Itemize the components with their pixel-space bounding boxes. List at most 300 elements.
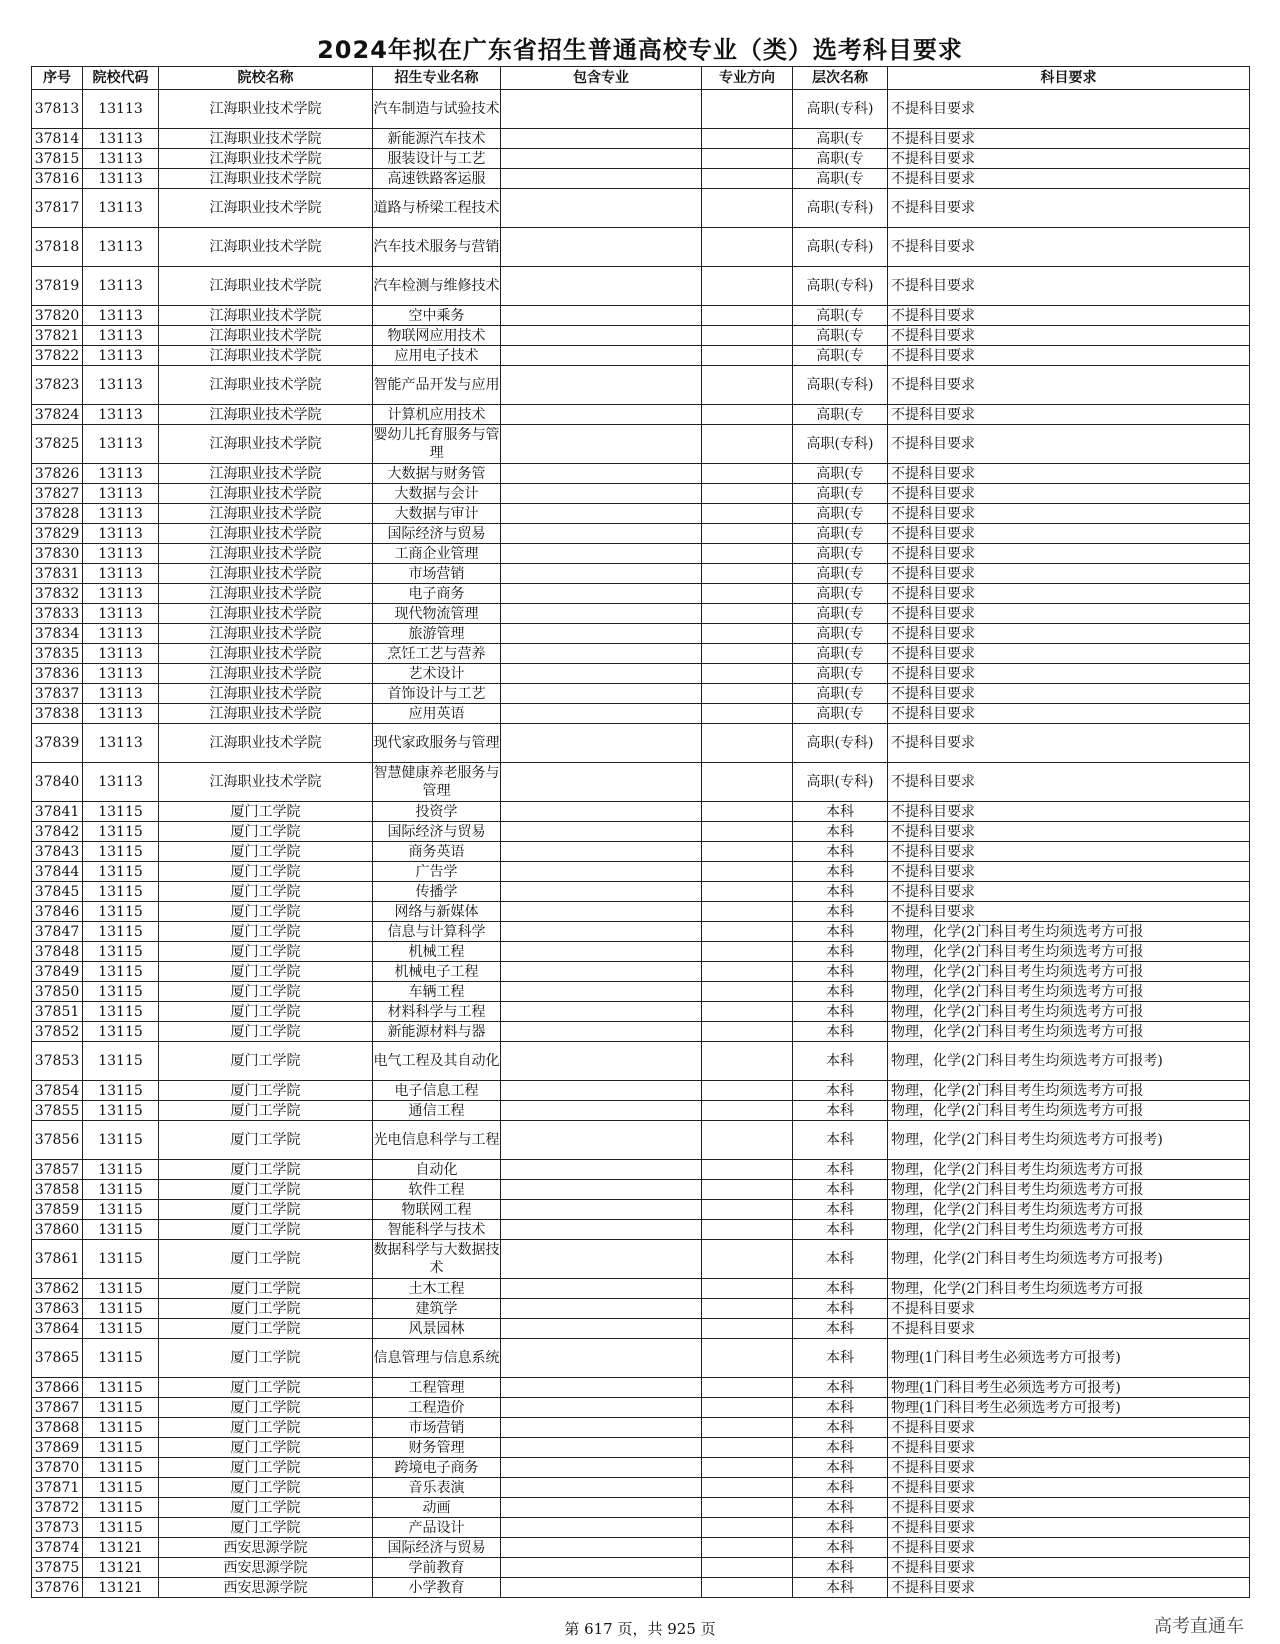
cell-school-name: 江海职业技术学院	[159, 524, 373, 544]
cell-seq: 37830	[32, 544, 83, 564]
table-row	[32, 1438, 1250, 1458]
cell-school-name: 西安思源学院	[159, 1578, 373, 1598]
cell-seq: 37835	[32, 644, 83, 664]
table-row	[32, 1101, 1250, 1121]
cell-included-majors	[501, 1498, 702, 1518]
cell-requirement: 不提科目要求	[888, 1299, 1250, 1319]
table-row	[32, 1538, 1250, 1558]
table-row	[32, 982, 1250, 1002]
cell-major-name: 空中乘务	[373, 306, 501, 326]
cell-seq: 37838	[32, 704, 83, 724]
cell-direction	[702, 504, 793, 524]
cell-level: 高职(专	[793, 644, 888, 664]
cell-school-name: 厦门工学院	[159, 1498, 373, 1518]
cell-requirement: 不提科目要求	[888, 189, 1250, 228]
cell-school-code: 13113	[83, 366, 159, 405]
cell-school-code: 13113	[83, 584, 159, 604]
cell-major-name: 广告学	[373, 862, 501, 882]
cell-direction	[702, 306, 793, 326]
cell-direction	[702, 524, 793, 544]
cell-direction	[702, 425, 793, 464]
cell-level: 高职(专科)	[793, 189, 888, 228]
cell-major-name: 音乐表演	[373, 1478, 501, 1498]
cell-major-name: 工程造价	[373, 1398, 501, 1418]
cell-school-code: 13113	[83, 524, 159, 544]
cell-level: 高职(专	[793, 544, 888, 564]
cell-seq: 37849	[32, 962, 83, 982]
cell-level: 本科	[793, 1240, 888, 1279]
cell-seq: 37814	[32, 129, 83, 149]
cell-included-majors	[501, 90, 702, 129]
cell-school-name: 江海职业技术学院	[159, 584, 373, 604]
cell-level: 本科	[793, 1101, 888, 1121]
cell-level: 本科	[793, 1180, 888, 1200]
cell-included-majors	[501, 1319, 702, 1339]
cell-major-name: 智能产品开发与应用	[373, 366, 501, 405]
cell-school-name: 厦门工学院	[159, 862, 373, 882]
cell-included-majors	[501, 464, 702, 484]
cell-level: 高职(专科)	[793, 366, 888, 405]
cell-level: 本科	[793, 942, 888, 962]
cell-school-name: 厦门工学院	[159, 922, 373, 942]
cell-school-name: 厦门工学院	[159, 1458, 373, 1478]
cell-school-code: 13113	[83, 169, 159, 189]
cell-seq: 37845	[32, 882, 83, 902]
cell-included-majors	[501, 1200, 702, 1220]
cell-level: 高职(专	[793, 405, 888, 425]
cell-major-name: 汽车制造与试验技术	[373, 90, 501, 129]
cell-major-name: 市场营销	[373, 1418, 501, 1438]
cell-level: 本科	[793, 1022, 888, 1042]
cell-school-name: 厦门工学院	[159, 1220, 373, 1240]
cell-school-name: 江海职业技术学院	[159, 149, 373, 169]
cell-seq: 37840	[32, 763, 83, 802]
cell-major-name: 信息与计算科学	[373, 922, 501, 942]
cell-requirement: 不提科目要求	[888, 346, 1250, 366]
cell-level: 高职(专	[793, 684, 888, 704]
cell-major-name: 汽车技术服务与营销	[373, 228, 501, 267]
cell-major-name: 智能科学与技术	[373, 1220, 501, 1240]
cell-requirement: 不提科目要求	[888, 1458, 1250, 1478]
table-row	[32, 842, 1250, 862]
cell-requirement: 不提科目要求	[888, 129, 1250, 149]
cell-level: 本科	[793, 1538, 888, 1558]
cell-direction	[702, 1022, 793, 1042]
cell-direction	[702, 584, 793, 604]
cell-requirement: 物理，化学(2门科目考生均须选考方可报	[888, 942, 1250, 962]
table-row	[32, 664, 1250, 684]
table-row	[32, 464, 1250, 484]
cell-school-code: 13113	[83, 544, 159, 564]
cell-seq: 37865	[32, 1339, 83, 1378]
cell-school-code: 13113	[83, 267, 159, 306]
table-row	[32, 1319, 1250, 1339]
cell-requirement: 不提科目要求	[888, 684, 1250, 704]
cell-school-code: 13113	[83, 425, 159, 464]
cell-level: 本科	[793, 862, 888, 882]
cell-school-code: 13115	[83, 802, 159, 822]
cell-requirement: 不提科目要求	[888, 1498, 1250, 1518]
cell-requirement: 不提科目要求	[888, 1319, 1250, 1339]
cell-seq: 37825	[32, 425, 83, 464]
cell-school-code: 13115	[83, 1042, 159, 1081]
cell-level: 高职(专科)	[793, 90, 888, 129]
cell-school-code: 13115	[83, 902, 159, 922]
cell-major-name: 传播学	[373, 882, 501, 902]
cell-requirement: 不提科目要求	[888, 664, 1250, 684]
cell-seq: 37824	[32, 405, 83, 425]
cell-school-code: 13113	[83, 504, 159, 524]
cell-included-majors	[501, 228, 702, 267]
cell-major-name: 首饰设计与工艺	[373, 684, 501, 704]
cell-major-name: 自动化	[373, 1160, 501, 1180]
cell-major-name: 婴幼儿托育服务与管理	[373, 425, 501, 464]
table-row	[32, 1418, 1250, 1438]
cell-school-code: 13115	[83, 1319, 159, 1339]
cell-requirement: 不提科目要求	[888, 902, 1250, 922]
cell-requirement: 不提科目要求	[888, 504, 1250, 524]
cell-level: 高职(专	[793, 306, 888, 326]
cell-school-name: 江海职业技术学院	[159, 189, 373, 228]
cell-direction	[702, 882, 793, 902]
table-row	[32, 129, 1250, 149]
cell-requirement: 不提科目要求	[888, 584, 1250, 604]
table-row	[32, 169, 1250, 189]
cell-level: 高职(专科)	[793, 724, 888, 763]
cell-included-majors	[501, 149, 702, 169]
cell-seq: 37826	[32, 464, 83, 484]
cell-seq: 37874	[32, 1538, 83, 1558]
cell-school-code: 13115	[83, 1180, 159, 1200]
table-row	[32, 1022, 1250, 1042]
cell-school-name: 江海职业技术学院	[159, 484, 373, 504]
cell-major-name: 光电信息科学与工程	[373, 1121, 501, 1160]
header-school-code: 院校代码	[83, 67, 159, 90]
cell-major-name: 大数据与财务管	[373, 464, 501, 484]
cell-major-name: 汽车检测与维修技术	[373, 267, 501, 306]
cell-level: 本科	[793, 882, 888, 902]
cell-direction	[702, 1240, 793, 1279]
table-row	[32, 1180, 1250, 1200]
cell-seq: 37862	[32, 1279, 83, 1299]
cell-included-majors	[501, 763, 702, 802]
cell-school-name: 厦门工学院	[159, 1319, 373, 1339]
cell-major-name: 产品设计	[373, 1518, 501, 1538]
table-row	[32, 1458, 1250, 1478]
cell-seq: 37832	[32, 584, 83, 604]
cell-school-code: 13113	[83, 644, 159, 664]
cell-included-majors	[501, 544, 702, 564]
cell-included-majors	[501, 724, 702, 763]
table-header-row	[32, 67, 1250, 90]
table-row	[32, 862, 1250, 882]
cell-seq: 37876	[32, 1578, 83, 1598]
header-major-name: 招生专业名称	[373, 67, 501, 90]
cell-school-name: 江海职业技术学院	[159, 90, 373, 129]
cell-included-majors	[501, 802, 702, 822]
cell-requirement: 不提科目要求	[888, 1538, 1250, 1558]
table-row	[32, 1339, 1250, 1378]
cell-major-name: 跨境电子商务	[373, 1458, 501, 1478]
cell-direction	[702, 1538, 793, 1558]
cell-level: 本科	[793, 1279, 888, 1299]
cell-school-code: 13115	[83, 942, 159, 962]
cell-school-code: 13121	[83, 1578, 159, 1598]
cell-direction	[702, 366, 793, 405]
cell-included-majors	[501, 882, 702, 902]
cell-requirement: 不提科目要求	[888, 862, 1250, 882]
cell-school-name: 江海职业技术学院	[159, 306, 373, 326]
cell-requirement: 不提科目要求	[888, 326, 1250, 346]
cell-major-name: 计算机应用技术	[373, 405, 501, 425]
cell-direction	[702, 169, 793, 189]
cell-level: 高职(专	[793, 584, 888, 604]
cell-requirement: 不提科目要求	[888, 267, 1250, 306]
cell-requirement: 不提科目要求	[888, 604, 1250, 624]
cell-seq: 37827	[32, 484, 83, 504]
cell-school-name: 江海职业技术学院	[159, 464, 373, 484]
cell-direction	[702, 326, 793, 346]
cell-school-name: 厦门工学院	[159, 1398, 373, 1418]
cell-school-name: 厦门工学院	[159, 1378, 373, 1398]
cell-included-majors	[501, 326, 702, 346]
cell-direction	[702, 862, 793, 882]
table-row	[32, 942, 1250, 962]
cell-included-majors	[501, 1339, 702, 1378]
cell-school-name: 江海职业技术学院	[159, 504, 373, 524]
cell-requirement: 不提科目要求	[888, 1478, 1250, 1498]
cell-school-name: 江海职业技术学院	[159, 425, 373, 464]
cell-included-majors	[501, 584, 702, 604]
cell-seq: 37859	[32, 1200, 83, 1220]
cell-level: 本科	[793, 1518, 888, 1538]
cell-included-majors	[501, 1398, 702, 1418]
cell-included-majors	[501, 922, 702, 942]
cell-seq: 37837	[32, 684, 83, 704]
cell-requirement: 不提科目要求	[888, 802, 1250, 822]
cell-school-name: 江海职业技术学院	[159, 228, 373, 267]
cell-included-majors	[501, 1518, 702, 1538]
cell-requirement: 不提科目要求	[888, 842, 1250, 862]
cell-school-name: 厦门工学院	[159, 1180, 373, 1200]
cell-requirement: 物理，化学(2门科目考生均须选考方可报	[888, 1279, 1250, 1299]
cell-school-name: 厦门工学院	[159, 822, 373, 842]
cell-seq: 37850	[32, 982, 83, 1002]
cell-included-majors	[501, 405, 702, 425]
cell-seq: 37817	[32, 189, 83, 228]
cell-direction	[702, 1398, 793, 1418]
cell-requirement: 不提科目要求	[888, 822, 1250, 842]
header-seq: 序号	[32, 67, 83, 90]
cell-included-majors	[501, 902, 702, 922]
cell-school-code: 13113	[83, 306, 159, 326]
cell-school-code: 13115	[83, 1339, 159, 1378]
cell-direction	[702, 1518, 793, 1538]
cell-school-code: 13113	[83, 684, 159, 704]
cell-included-majors	[501, 425, 702, 464]
table-row	[32, 1498, 1250, 1518]
cell-seq: 37867	[32, 1398, 83, 1418]
cell-direction	[702, 922, 793, 942]
cell-direction	[702, 1578, 793, 1598]
cell-school-code: 13115	[83, 1279, 159, 1299]
cell-included-majors	[501, 1022, 702, 1042]
cell-included-majors	[501, 704, 702, 724]
table-row	[32, 564, 1250, 584]
cell-seq: 37833	[32, 604, 83, 624]
cell-major-name: 大数据与审计	[373, 504, 501, 524]
cell-direction	[702, 267, 793, 306]
cell-school-name: 厦门工学院	[159, 982, 373, 1002]
cell-requirement: 物理，化学(2门科目考生均须选考方可报	[888, 1220, 1250, 1240]
table-row	[32, 1398, 1250, 1418]
cell-included-majors	[501, 1418, 702, 1438]
table-row	[32, 604, 1250, 624]
cell-major-name: 高速铁路客运服	[373, 169, 501, 189]
table-row	[32, 1299, 1250, 1319]
cell-school-code: 13115	[83, 1121, 159, 1160]
cell-direction	[702, 1339, 793, 1378]
cell-direction	[702, 1299, 793, 1319]
table-row	[32, 724, 1250, 763]
cell-major-name: 智慧健康养老服务与管理	[373, 763, 501, 802]
cell-requirement: 不提科目要求	[888, 1518, 1250, 1538]
cell-school-name: 厦门工学院	[159, 1101, 373, 1121]
cell-school-name: 厦门工学院	[159, 1002, 373, 1022]
table-row	[32, 584, 1250, 604]
cell-requirement: 物理，化学(2门科目考生均须选考方可报	[888, 962, 1250, 982]
cell-school-code: 13115	[83, 1022, 159, 1042]
cell-major-name: 网络与新媒体	[373, 902, 501, 922]
cell-school-code: 13115	[83, 882, 159, 902]
cell-included-majors	[501, 1438, 702, 1458]
cell-school-code: 13115	[83, 1418, 159, 1438]
cell-school-name: 厦门工学院	[159, 1339, 373, 1378]
cell-school-code: 13115	[83, 1081, 159, 1101]
cell-seq: 37842	[32, 822, 83, 842]
cell-requirement: 物理，化学(2门科目考生均须选考方可报	[888, 1081, 1250, 1101]
cell-school-code: 13115	[83, 1378, 159, 1398]
cell-direction	[702, 842, 793, 862]
cell-school-name: 江海职业技术学院	[159, 624, 373, 644]
cell-included-majors	[501, 644, 702, 664]
cell-major-name: 烹饪工艺与营养	[373, 644, 501, 664]
cell-school-code: 13115	[83, 862, 159, 882]
cell-major-name: 电子商务	[373, 584, 501, 604]
cell-school-name: 江海职业技术学院	[159, 366, 373, 405]
cell-direction	[702, 684, 793, 704]
cell-direction	[702, 129, 793, 149]
cell-major-name: 工商企业管理	[373, 544, 501, 564]
cell-included-majors	[501, 1240, 702, 1279]
table-row	[32, 425, 1250, 464]
cell-seq: 37869	[32, 1438, 83, 1458]
cell-level: 本科	[793, 982, 888, 1002]
cell-level: 本科	[793, 1558, 888, 1578]
cell-direction	[702, 149, 793, 169]
cell-major-name: 艺术设计	[373, 664, 501, 684]
table-row	[32, 267, 1250, 306]
cell-direction	[702, 1478, 793, 1498]
cell-school-name: 江海职业技术学院	[159, 326, 373, 346]
cell-requirement: 不提科目要求	[888, 149, 1250, 169]
cell-seq: 37829	[32, 524, 83, 544]
table-row	[32, 149, 1250, 169]
cell-seq: 37818	[32, 228, 83, 267]
cell-included-majors	[501, 1160, 702, 1180]
table-row	[32, 1478, 1250, 1498]
cell-level: 本科	[793, 1438, 888, 1458]
cell-requirement: 不提科目要求	[888, 564, 1250, 584]
cell-direction	[702, 564, 793, 584]
cell-seq: 37831	[32, 564, 83, 584]
cell-seq: 37856	[32, 1121, 83, 1160]
cell-requirement: 不提科目要求	[888, 1418, 1250, 1438]
cell-direction	[702, 763, 793, 802]
cell-level: 本科	[793, 1418, 888, 1438]
cell-direction	[702, 544, 793, 564]
cell-direction	[702, 644, 793, 664]
table-row	[32, 326, 1250, 346]
cell-major-name: 国际经济与贸易	[373, 822, 501, 842]
cell-school-name: 厦门工学院	[159, 882, 373, 902]
cell-seq: 37863	[32, 1299, 83, 1319]
table-row	[32, 922, 1250, 942]
cell-included-majors	[501, 624, 702, 644]
cell-direction	[702, 1180, 793, 1200]
header-included-majors: 包含专业	[501, 67, 702, 90]
cell-school-code: 13115	[83, 962, 159, 982]
cell-major-name: 旅游管理	[373, 624, 501, 644]
cell-school-name: 江海职业技术学院	[159, 664, 373, 684]
cell-seq: 37813	[32, 90, 83, 129]
cell-included-majors	[501, 962, 702, 982]
cell-level: 高职(专	[793, 169, 888, 189]
cell-school-name: 厦门工学院	[159, 1418, 373, 1438]
cell-direction	[702, 189, 793, 228]
cell-school-name: 江海职业技术学院	[159, 129, 373, 149]
cell-included-majors	[501, 1458, 702, 1478]
cell-level: 本科	[793, 1398, 888, 1418]
table-row	[32, 405, 1250, 425]
cell-seq: 37854	[32, 1081, 83, 1101]
cell-direction	[702, 1458, 793, 1478]
cell-level: 本科	[793, 1458, 888, 1478]
header-requirement: 科目要求	[888, 67, 1250, 90]
cell-included-majors	[501, 564, 702, 584]
cell-direction	[702, 464, 793, 484]
cell-requirement: 不提科目要求	[888, 544, 1250, 564]
cell-school-code: 13115	[83, 1398, 159, 1418]
cell-direction	[702, 1279, 793, 1299]
cell-level: 本科	[793, 1200, 888, 1220]
cell-major-name: 数据科学与大数据技术	[373, 1240, 501, 1279]
cell-school-name: 江海职业技术学院	[159, 564, 373, 584]
cell-level: 高职(专	[793, 604, 888, 624]
cell-major-name: 现代物流管理	[373, 604, 501, 624]
cell-school-code: 13113	[83, 129, 159, 149]
cell-level: 本科	[793, 1339, 888, 1378]
cell-school-code: 13113	[83, 228, 159, 267]
cell-major-name: 物联网应用技术	[373, 326, 501, 346]
cell-school-name: 西安思源学院	[159, 1538, 373, 1558]
cell-school-name: 厦门工学院	[159, 1438, 373, 1458]
cell-seq: 37873	[32, 1518, 83, 1538]
cell-major-name: 材料科学与工程	[373, 1002, 501, 1022]
cell-seq: 37866	[32, 1378, 83, 1398]
cell-school-code: 13115	[83, 1478, 159, 1498]
cell-level: 高职(专	[793, 129, 888, 149]
